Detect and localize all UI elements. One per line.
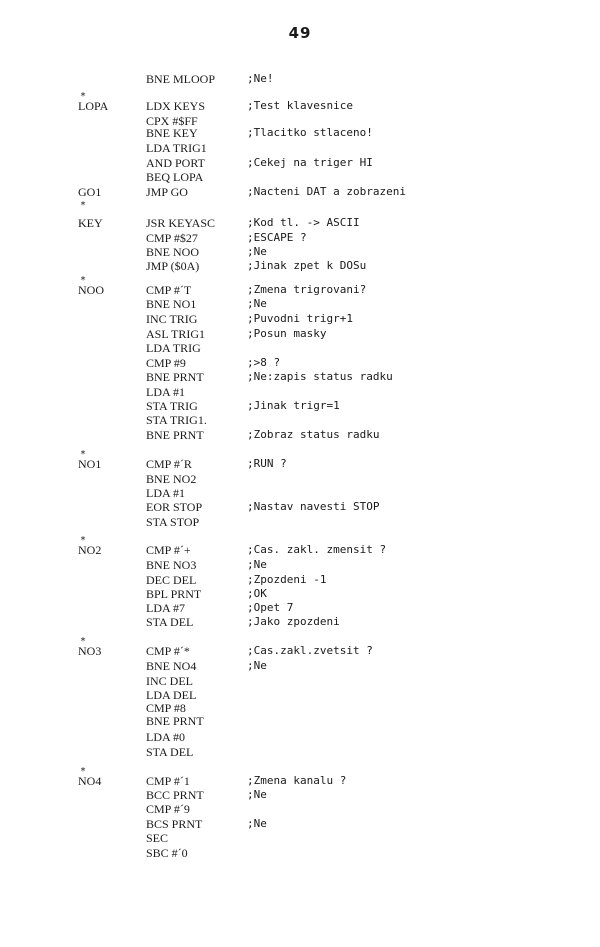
line-instruction: CMP #9 [146, 356, 186, 370]
separator-asterisk: * [80, 449, 87, 460]
code-line [0, 312, 600, 326]
line-comment: ;Jako zpozdeni [247, 615, 340, 628]
code-line [0, 141, 600, 155]
code-line [0, 428, 600, 442]
line-instruction: INC DEL [146, 674, 193, 688]
line-comment: ;Ne [247, 245, 267, 258]
code-line [0, 543, 600, 557]
line-instruction: SEC [146, 831, 169, 845]
line-label: NO4 [78, 774, 102, 788]
line-comment: ;Ne [247, 817, 267, 830]
line-instruction: BCC PRNT [146, 788, 204, 802]
line-comment: ;Jinak trigr=1 [247, 399, 340, 412]
code-line [0, 399, 600, 413]
code-line [0, 714, 600, 728]
line-comment: ;Ne! [247, 72, 274, 85]
line-comment: ;Ne [247, 659, 267, 672]
line-comment: ;Nastav navesti STOP [247, 500, 380, 513]
line-comment: ;Cas. zakl. zmensit ? [247, 543, 387, 556]
line-label: KEY [78, 216, 103, 230]
line-comment: ;Posun masky [247, 327, 327, 340]
code-line [0, 259, 600, 273]
line-instruction: CMP #´1 [146, 774, 190, 788]
line-comment: ;Opet 7 [247, 601, 294, 614]
line-instruction: EOR STOP [146, 500, 203, 514]
code-line [0, 126, 600, 140]
code-line [0, 413, 600, 427]
line-instruction: BNE NO3 [146, 558, 197, 572]
code-line [0, 601, 600, 615]
line-instruction: BNE PRNT [146, 428, 204, 442]
line-instruction: LDA #0 [146, 730, 185, 744]
code-line [0, 486, 600, 500]
line-comment: ;OK [247, 587, 267, 600]
code-line [0, 156, 600, 170]
line-instruction: BNE KEY [146, 126, 198, 140]
line-comment: ;Zobraz status radku [247, 428, 380, 441]
line-instruction: BNE MLOOP [146, 72, 216, 86]
line-instruction: INC TRIG [146, 312, 198, 326]
line-comment: ;Ne [247, 788, 267, 801]
line-comment: ;Cekej na triger HI [247, 156, 373, 169]
line-instruction: JMP ($0A) [146, 259, 200, 273]
code-line [0, 327, 600, 341]
line-label: LOPA [78, 99, 109, 113]
code-line [0, 659, 600, 673]
code-line [0, 817, 600, 831]
line-instruction: BPL PRNT [146, 587, 202, 601]
line-instruction: DEC DEL [146, 573, 197, 587]
line-instruction: LDA #1 [146, 486, 185, 500]
code-line [0, 846, 600, 860]
line-instruction: BNE NO4 [146, 659, 197, 673]
code-line [0, 283, 600, 297]
line-instruction: SBC #´0 [146, 846, 188, 860]
code-line [0, 788, 600, 802]
line-instruction: CMP #´* [146, 644, 190, 658]
separator-asterisk: * [80, 636, 87, 647]
line-comment: ;Zpozdeni -1 [247, 573, 327, 586]
line-instruction: STA DEL [146, 745, 194, 759]
line-instruction: CPX #$FF [146, 114, 198, 128]
line-comment: ;Ne [247, 297, 267, 310]
line-instruction: AND PORT [146, 156, 205, 170]
line-comment: ;Jinak zpet k DOSu [247, 259, 367, 272]
line-instruction: CMP #8 [146, 701, 186, 715]
line-instruction: JSR KEYASC [146, 216, 216, 230]
code-line [0, 385, 600, 399]
line-instruction: BNE PRNT [146, 714, 204, 728]
line-instruction: CMP #´T [146, 283, 192, 297]
line-comment: ;Zmena trigrovani? [247, 283, 367, 296]
separator-asterisk: * [80, 91, 87, 102]
code-line [0, 500, 600, 514]
code-line [0, 802, 600, 816]
code-line [0, 356, 600, 370]
code-line [0, 72, 600, 86]
line-comment: ;Ne [247, 558, 267, 571]
code-line [0, 774, 600, 788]
line-comment: ;Ne:zapis status radku [247, 370, 393, 383]
line-comment: ;Zmena kanalu ? [247, 774, 347, 787]
line-comment: ;Cas.zakl.zvetsit ? [247, 644, 373, 657]
separator-asterisk: * [80, 535, 87, 546]
line-instruction: STA DEL [146, 615, 194, 629]
line-instruction: LDA #7 [146, 601, 185, 615]
line-instruction: CMP #´9 [146, 802, 190, 816]
separator-row [0, 201, 600, 215]
code-line [0, 573, 600, 587]
line-instruction: LDA #1 [146, 385, 185, 399]
line-instruction: CMP #´R [146, 457, 192, 471]
code-line [0, 297, 600, 311]
code-line [0, 515, 600, 529]
code-line [0, 688, 600, 702]
code-line [0, 231, 600, 245]
line-comment: ;>8 ? [247, 356, 281, 369]
code-line [0, 185, 600, 199]
line-instruction: CMP #´+ [146, 543, 191, 557]
line-instruction: BCS PRNT [146, 817, 203, 831]
line-instruction: BNE NO2 [146, 472, 197, 486]
code-line [0, 745, 600, 759]
separator-asterisk: * [80, 766, 87, 777]
line-instruction: LDA TRIG [146, 341, 201, 355]
line-label: NO3 [78, 644, 102, 658]
line-instruction: BNE NOO [146, 245, 199, 259]
page-number: 49 [288, 24, 312, 42]
code-line [0, 701, 600, 715]
code-line [0, 457, 600, 471]
code-line [0, 587, 600, 601]
line-instruction: JMP GO [146, 185, 188, 199]
line-instruction: STA STOP [146, 515, 200, 529]
line-instruction: LDA TRIG1 [146, 141, 207, 155]
code-line [0, 216, 600, 230]
line-comment: ;Test klavesnice [247, 99, 353, 112]
line-instruction: STA TRIG [146, 399, 198, 413]
code-line [0, 644, 600, 658]
line-comment: ;Puvodni trigr+1 [247, 312, 353, 325]
separator-asterisk: * [80, 275, 87, 286]
line-comment: ;Nacteni DAT a zobrazeni [247, 185, 406, 198]
line-comment: ;Tlacitko stlaceno! [247, 126, 373, 139]
line-label: NO1 [78, 457, 102, 471]
line-instruction: LDA DEL [146, 688, 197, 702]
code-line [0, 615, 600, 629]
line-comment: ;RUN ? [247, 457, 287, 470]
line-comment: ;ESCAPE ? [247, 231, 307, 244]
line-instruction: STA TRIG1. [146, 413, 207, 427]
line-instruction: BNE NO1 [146, 297, 197, 311]
code-line [0, 245, 600, 259]
line-instruction: ASL TRIG1 [146, 327, 206, 341]
separator-asterisk: * [80, 200, 87, 211]
code-line [0, 170, 600, 184]
code-line [0, 370, 600, 384]
line-instruction: CMP #$27 [146, 231, 198, 245]
code-line [0, 558, 600, 572]
line-label: NOO [78, 283, 104, 297]
code-line [0, 99, 600, 113]
code-line [0, 341, 600, 355]
line-instruction: BEQ LOPA [146, 170, 204, 184]
line-instruction: BNE PRNT [146, 370, 204, 384]
line-label: GO1 [78, 185, 102, 199]
code-line [0, 674, 600, 688]
line-comment: ;Kod tl. -> ASCII [247, 216, 360, 229]
line-label: NO2 [78, 543, 102, 557]
code-line [0, 472, 600, 486]
line-instruction: LDX KEYS [146, 99, 205, 113]
code-line [0, 831, 600, 845]
code-line [0, 730, 600, 744]
